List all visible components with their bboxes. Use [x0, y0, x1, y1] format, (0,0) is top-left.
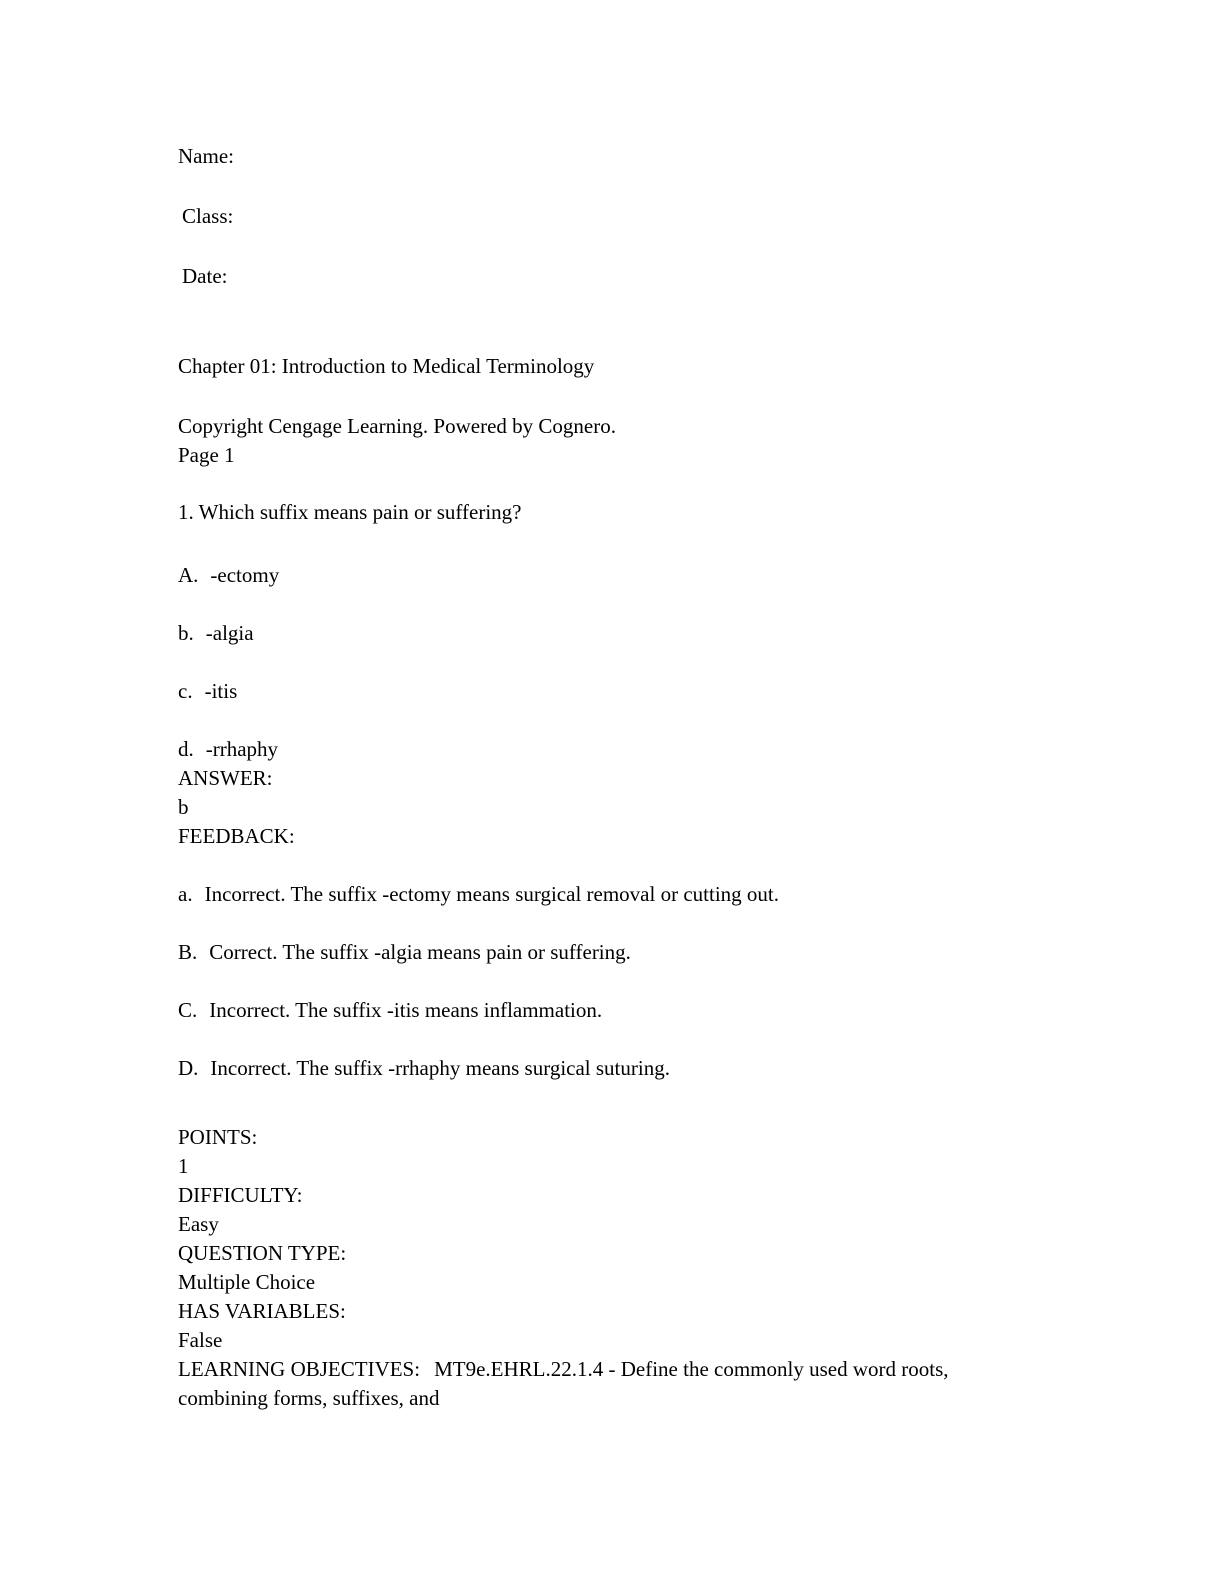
feedback-text: Correct. The suffix -algia means pain or suffering.	[209, 940, 631, 964]
option-text: -rrhaphy	[205, 737, 279, 761]
date-field-label: Date:	[182, 264, 228, 288]
option-text: -ectomy	[210, 563, 280, 587]
feedback-letter: D.	[178, 1056, 199, 1080]
feedback-letter: C.	[178, 998, 198, 1022]
feedback-text: Incorrect. The suffix -itis means inflammation.	[209, 998, 603, 1022]
option-text: -algia	[205, 621, 254, 645]
has-variables-value: False	[178, 1328, 223, 1352]
difficulty-label: DIFFICULTY:	[178, 1183, 303, 1207]
answer-block	[178, 735, 1164, 851]
option-letter: b.	[178, 621, 194, 645]
option-letter: d.	[178, 737, 194, 761]
chapter-title: Chapter 01: Introduction to Medical Terminology	[178, 354, 595, 378]
learning-objectives-row	[178, 1355, 998, 1413]
feedback-letter: B.	[178, 940, 198, 964]
difficulty-value: Easy	[178, 1212, 219, 1236]
class-field-label: Class:	[182, 204, 234, 228]
points-label: POINTS:	[178, 1125, 258, 1149]
feedback-label: FEEDBACK:	[178, 824, 295, 848]
question-type-label: QUESTION TYPE:	[178, 1241, 347, 1265]
option-text: -itis	[204, 679, 238, 703]
has-variables-label: HAS VARIABLES:	[178, 1299, 346, 1323]
feedback-row-c	[178, 996, 1164, 1025]
question-metadata	[178, 1123, 1164, 1413]
feedback-row-b	[178, 938, 1164, 967]
feedback-text: Incorrect. The suffix -rrhaphy means surgical suturing.	[210, 1056, 670, 1080]
feedback-row-a	[178, 880, 1164, 909]
question-type-value: Multiple Choice	[178, 1270, 316, 1294]
copyright-line: Copyright Cengage Learning. Powered by Cognero.	[178, 414, 616, 438]
answer-label: ANSWER:	[178, 766, 273, 790]
points-value: 1	[178, 1154, 189, 1178]
option-row-b	[178, 619, 1164, 648]
learning-objectives-label: LEARNING OBJECTIVES:	[178, 1357, 421, 1381]
option-letter: A.	[178, 563, 199, 587]
option-row-d	[178, 735, 1164, 764]
feedback-row-d	[178, 1054, 1164, 1083]
option-row-c	[178, 677, 1164, 706]
option-letter: c.	[178, 679, 193, 703]
page-number: Page 1	[178, 443, 235, 467]
name-field-label: Name:	[178, 144, 234, 168]
answer-value: b	[178, 795, 189, 819]
option-row-a	[178, 561, 1164, 590]
feedback-letter: a.	[178, 882, 193, 906]
copyright-block	[178, 412, 1164, 470]
question-text: 1. Which suffix means pain or suffering?	[178, 500, 522, 524]
learning-objectives-value: MT9e.EHRL.22.1.4 - Define the commonly used word roots, combining forms, suffixes, and	[178, 1357, 949, 1410]
feedback-text: Incorrect. The suffix -ectomy means surgical removal or cutting out.	[204, 882, 779, 906]
